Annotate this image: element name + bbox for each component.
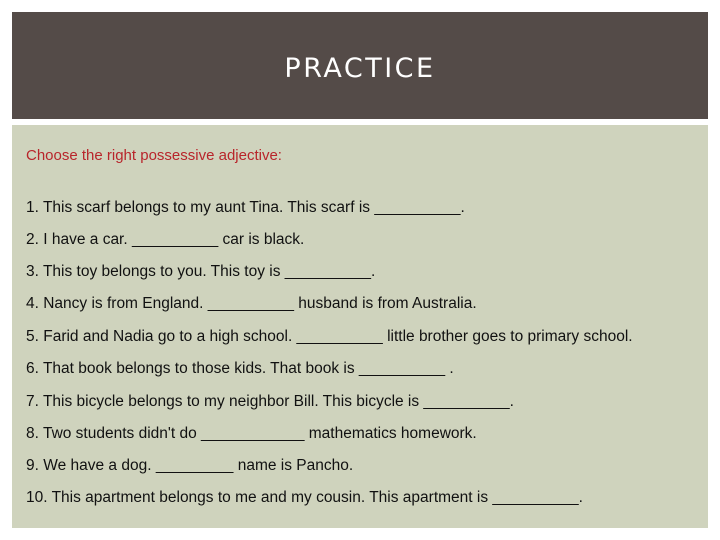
exercise-item-1: 1. This scarf belongs to my aunt Tina. This scarf is __________. <box>26 199 465 216</box>
exercise-item-3: 3. This toy belongs to you. This toy is __________. <box>26 263 376 280</box>
exercise-item-9: 9. We have a dog. _________ name is Pancho. <box>26 457 354 474</box>
exercise-item-6: 6. That book belongs to those kids. That book is __________ . <box>26 360 454 377</box>
exercise-panel <box>12 125 708 528</box>
slide-title: PRACTICE <box>284 53 436 84</box>
exercise-item-8: 8. Two students didn't do ____________ mathematics homework. <box>26 425 477 442</box>
exercise-item-5: 5. Farid and Nadia go to a high school. __________ little brother goes to primary school. <box>26 328 633 345</box>
exercise-item-2: 2. I have a car. __________ car is black. <box>26 231 305 248</box>
instruction-text: Choose the right possessive adjective: <box>26 147 282 164</box>
exercise-item-7: 7. This bicycle belongs to my neighbor Bill. This bicycle is __________. <box>26 393 514 410</box>
exercise-item-4: 4. Nancy is from England. __________ husband is from Australia. <box>26 295 477 312</box>
exercise-item-10: 10. This apartment belongs to me and my cousin. This apartment is __________. <box>26 489 583 506</box>
slide-header <box>12 12 708 119</box>
